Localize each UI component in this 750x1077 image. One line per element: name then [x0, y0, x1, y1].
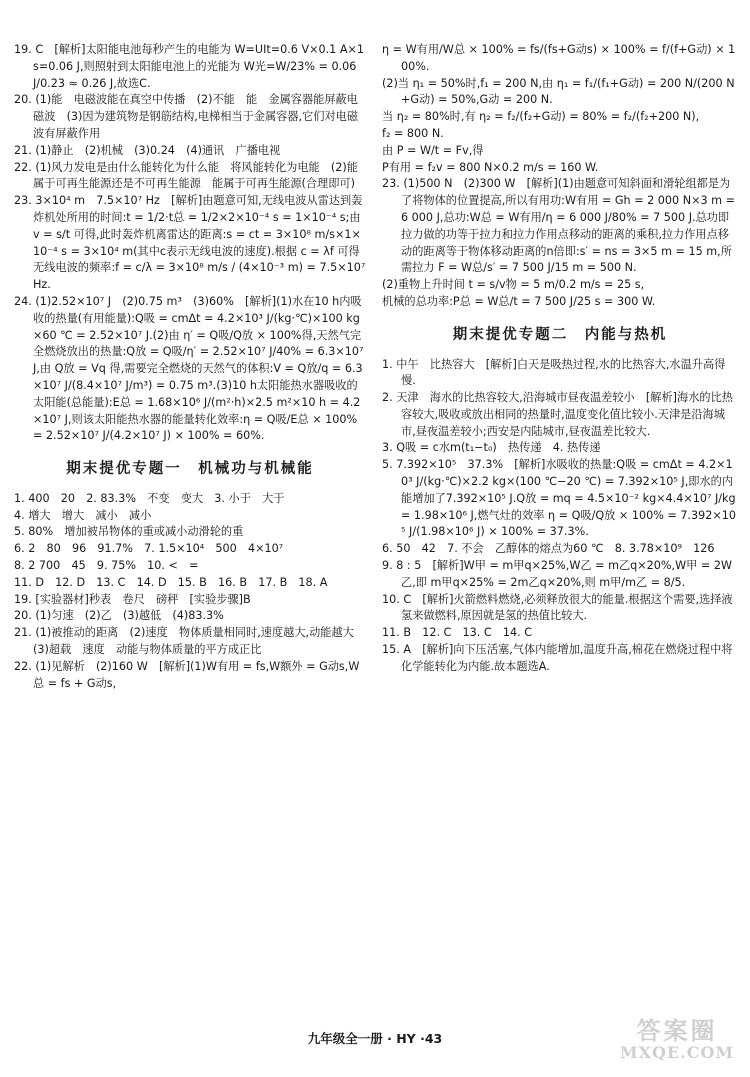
s1-answer-11: 11. D 12. D 13. C 14. D 15. B 16. B 17. B 18. A: [14, 575, 328, 589]
answer-21: 21. (1)静止 (2)机械 (3)0.24 (4)通讯 广播电视: [14, 143, 281, 157]
s2-answer-6: 6. 50 42 7. 不会 乙醇体的熔点为60 ℃ 8. 3.78×10⁹ 126: [382, 542, 715, 556]
section-title-mechanical-work: 期末提优专题一 机械功与机械能: [66, 461, 314, 478]
s1-22-power-result: P有用 = f₂v = 800 N×0.2 m/s = 160 W.: [382, 160, 599, 174]
s2-answer-3: 3. Q吸 = c水m(t₁−t₀) 热传递 4. 热传递: [382, 441, 601, 455]
s1-answer-8: 8. 2 700 45 9. 75% 10. < =: [14, 559, 199, 573]
watermark-logo: [612, 1018, 742, 1074]
s1-22-f2: f₂ = 800 N.: [382, 126, 444, 140]
right-column: [382, 42, 738, 676]
watermark-line2: MXQE.COM: [619, 1043, 735, 1063]
s2-answer-15: 15. A [解析]向下压活塞,气体内能增加,温度升高,棉花在燃烧过程中将化学能转化为内能.故本题选A.: [382, 643, 733, 673]
s1-answer-20: 20. (1)匀速 (2)乙 (3)越低 (4)83.3%: [14, 609, 224, 623]
s2-answer-2: 2. 天津 海水的比热容较大,沿海城市昼夜温差较小 [解析]海水的比热容较大,吸收或放出相同的热量时,温度变化值比较小.天津是沿海城市,昼夜温差较小;西安是内陆城市,昼夜温差比较大.: [382, 391, 733, 438]
answer-22: 22. (1)风力发电是由什么能转化为什么能 将风能转化为电能 (2)能属于可再生能源还是不可再生能源 能属于可再生能源(合理即可): [14, 160, 358, 191]
s2-answer-1: 1. 中午 比热容大 [解析]白天是吸热过程,水的比热容大,水温升高得慢.: [382, 357, 726, 388]
s1-answer-22: 22. (1)见解析 (2)160 W [解析](1)W有用 = fs,W额外 = G动s,W总 = fs + G动s,: [14, 659, 360, 690]
answer-24: 24. (1)2.52×10⁷ J (2)0.75 m³ (3)60% [解析](1)水在10 h内吸收的热量(有用能量):Q吸 = cmΔt = 4.2×10³ J/(kg·℃)×100 kg×60 ℃ = 2.52×10⁷ J.(2)由 η′ = Q吸/Q放 × 100%得,天然气完全燃烧放出的热量:Q放 = Q吸/η′ = 2.52×10⁷ J/40% = 6.3×10⁷ J,由 Q放 = Vq 得,需要完全燃烧的天然气的体积:V = Q放/q = 6.3×10⁷ J/(8.4×10⁷ J/m³) = 0.75 m³.(3)10 h太阳能热水器吸收的太阳能(总能量):E总 = 1.68×10⁶ J/(m²·h)×2.5 m²×10 h = 4.2×10⁷ J,则该太阳能热水器的能量转化效率:η = Q吸/E总 × 100% = 2.52×10⁷ J/(4.2×10⁷ J) × 100% = 60%.: [14, 294, 364, 443]
s2-answer-9: 9. 8 : 5 [解析]W甲 = m甲q×25%,W乙 = m乙q×20%,W甲 = 2W乙,即 m甲q×25% = 2m乙q×20%,则 m甲/m乙 = 8/5.: [382, 559, 732, 589]
page-footer: 九年级全一册 · HY ·43: [307, 1031, 443, 1046]
answer-20: 20. (1)能 电磁波能在真空中传播 (2)不能 能 金属容器能屏蔽电磁波 (3)因为建筑物是钢筋结构,电梯相当于金属容器,它们对电磁波有屏蔽作用: [14, 93, 359, 140]
s1-answer-23: 23. (1)500 N (2)300 W [解析](1)由题意可知斜面和滑轮组都是为了将物体的位置提高,所以有用功:W有用 = Gh = 2 000 N×3 m = 6 000 J,总功:W总 = W有用/η = 6 000 J/80% = 7 500 J.总功即拉力做的功等于拉力和拉力作用点移动的距离的乘积,拉力作用点移动的距离等于物体移动距离的n倍即:s′ = ns = 3×5 m = 15 m,所需拉力 F = W总/s′ = 7 500 J/15 m = 500 N.: [382, 177, 735, 275]
s1-answer-21: 21. (1)被推动的距离 (2)速度 物体质量相同时,速度越大,动能越大 (3)超载 速度 动能与物体质量的平方成正比: [14, 626, 366, 657]
answer-23: 23. 3×10⁴ m 7.5×10⁷ Hz [解析]由题意可知,无线电波从雷达到轰炸机处所用的时间:t = 1/2·t总 = 1/2×2×10⁻⁴ s = 1×10⁻⁴ s;由 v = s/t 可得,此时轰炸机离雷达的距离:s = ct = 3×10⁸ m/s×1×10⁻⁴ s = 3×10⁴ m(其中c表示无线电波的速度).根据 c = λf 可得无线电波的频率:f = c/λ = 3×10⁸ m/s / (4×10⁻³ m) = 7.5×10⁷ Hz.: [14, 194, 366, 292]
s1-22-eta2: 当 η₂ = 80%时,有 η₂ = f₂/(f₂+G动) = 80% = f₂/(f₂+200 N),: [382, 110, 700, 124]
s1-22-part2: (2)当 η₁ = 50%时,f₁ = 200 N,由 η₁ = f₁/(f₁+G动) = 200 N/(200 N+G动) = 50%,G动 = 200 N.: [382, 76, 735, 107]
watermark-line1: 答案圈: [636, 1016, 718, 1045]
s2-answer-10: 10. C [解析]火箭燃料燃烧,必须释放很大的能量.根据这个需要,选择液氢来做燃料,原因就是氢的热值比较大.: [382, 592, 733, 623]
s2-answer-11: 11. B 12. C 13. C 14. C: [382, 626, 533, 640]
section-title-internal-energy: 期末提优专题二 内能与热机: [452, 326, 668, 343]
s1-answer-1: 1. 400 20 2. 83.3% 不变 变大 3. 小于 大于: [14, 491, 285, 505]
s1-answer-6: 6. 2 80 96 91.7% 7. 1.5×10⁴ 500 4×10⁷: [14, 542, 284, 556]
answer-19: 19. C [解析]太阳能电池每秒产生的电能为 W=UIt=0.6 V×0.1 A×1 s=0.06 J,则照射到太阳能电池上的光能为 W光=W/23% = 0.06 J/0.23 ≈ 0.26 J,故选C.: [14, 43, 364, 90]
s1-answer-19: 19. [实验器材]秒表 卷尺 磅秤 [实验步骤]B: [14, 592, 251, 606]
s2-answer-5: 5. 7.392×10⁵ 37.3% [解析]水吸收的热量:Q吸 = cmΔt = 4.2×10³ J/(kg·℃)×2.2 kg×(100 ℃−20 ℃) = 7.392×10⁵ J,即水的内能增加了7.392×10⁵ J.Q放 = mq = 4.5×10⁻² kg×4.4×10⁷ J/kg = 1.98×10⁶ J,燃气灶的效率 η = Q吸/Q放 × 100% = 7.392×10⁵ J/(1.98×10⁶ J) × 100% = 37.3%.: [382, 458, 736, 539]
left-column: [14, 42, 366, 692]
s1-22-power-formula: 由 P = W/t = Fv,得: [382, 143, 484, 157]
s1-23-power: 机械的总功率:P总 = W总/t = 7 500 J/25 s = 300 W.: [382, 294, 656, 308]
s1-23-time: (2)重物上升时间 t = s/v物 = 5 m/0.2 m/s = 25 s,: [382, 278, 645, 292]
s1-22-efficiency: η = W有用/W总 × 100% = fs/(fs+G动s) × 100% = f/(f+G动) × 100%.: [382, 43, 736, 73]
s1-answer-5: 5. 80% 增加被吊物体的重或减小动滑轮的重: [14, 525, 244, 539]
s1-answer-4: 4. 增大 增大 减小 减小: [14, 508, 152, 522]
